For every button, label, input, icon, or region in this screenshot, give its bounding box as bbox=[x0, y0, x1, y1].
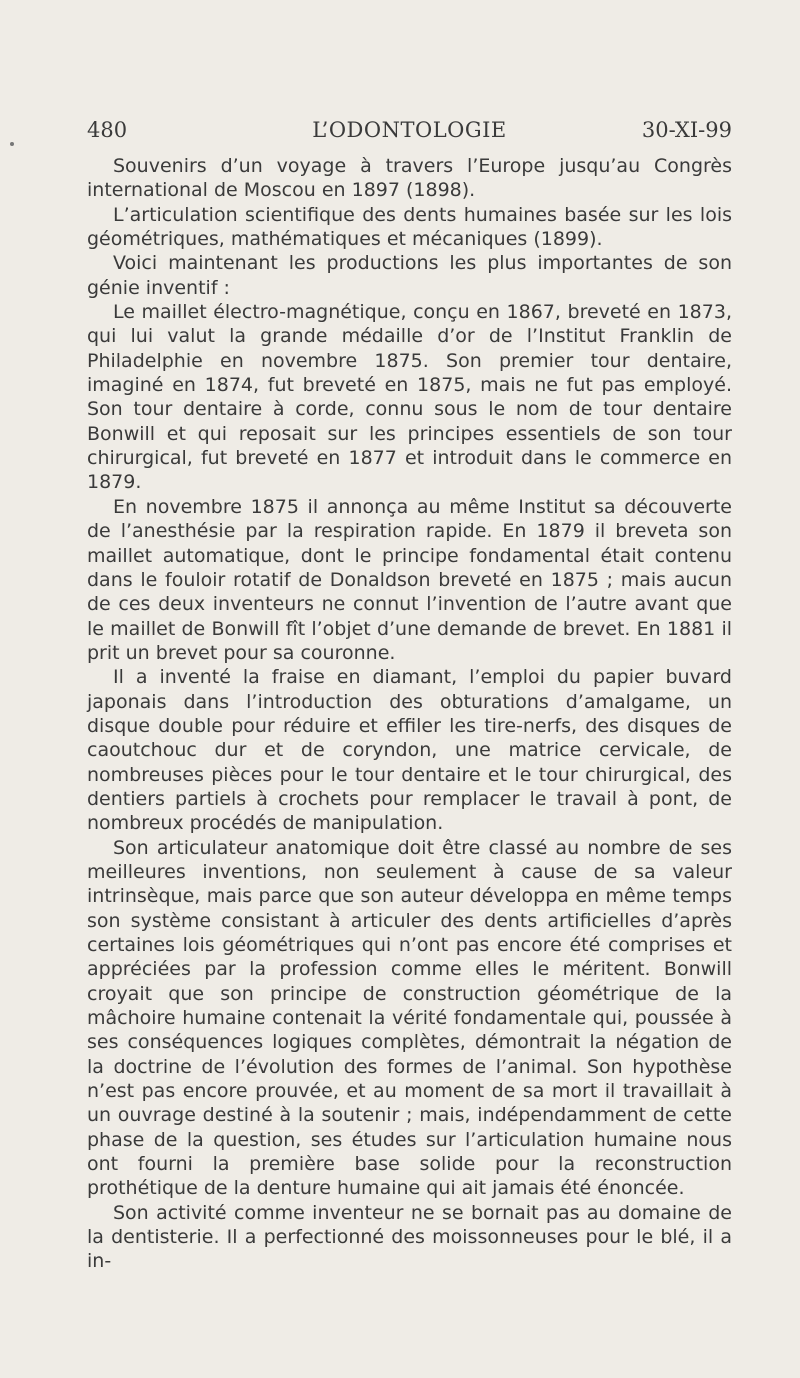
page-number: 480 bbox=[87, 118, 128, 142]
paragraph: Son activité comme inventeur ne se bornait pas au domaine de la dentisterie. Il a perfectionné des moissonneuses pour le blé, il a in- bbox=[87, 1201, 732, 1273]
paragraph: En novembre 1875 il annonça au même Institut sa découverte de l’anesthésie par la respiration rapide. En 1879 il breveta son maillet automatique, dont le principe fondamental était contenu dans le fouloir rotatif de Donaldson breveté en 1875 ; mais aucun de ces deux inventeurs ne connut l’invention de l’autre avant que le maillet de Bonwill fît l’objet d’une demande de brevet. En 1881 il prit un brevet pour sa couronne. bbox=[87, 495, 732, 664]
paragraph: L’articulation scientifique des dents humaines basée sur les lois géométriques, mathématiques et mécaniques (1899). bbox=[87, 203, 732, 251]
margin-mark bbox=[10, 142, 14, 146]
paragraph: Souvenirs d’un voyage à travers l’Europe jusqu’au Congrès international de Moscou en 1897 (1898). bbox=[87, 155, 732, 202]
running-header bbox=[87, 118, 732, 146]
paragraph: Il a inventé la fraise en diamant, l’emploi du papier buvard japonais dans l’introduction des obturations d’amalgame, un disque double pour réduire et effiler les tire-nerfs, des disques de caoutchouc dur et de coryndon, une matrice cervicale, de nombreuses pièces pour le tour dentaire et le tour chirurgical, des dentiers partiels à crochets pour remplacer le travail à pont, de nombreux procédés de manipulation. bbox=[87, 666, 732, 835]
issue-date: 30-XI-99 bbox=[641, 118, 732, 142]
paragraph: Voici maintenant les productions les plus importantes de son génie inventif : bbox=[87, 252, 732, 299]
paragraph: Son articulateur anatomique doit être classé au nombre de ses meilleures inventions, non seulement à cause de sa valeur intrinsèque, mais parce que son auteur développa en même temps son système consistant à articuler des dents artificielles d’après certaines lois géométriques qui n’ont pas encore été comprises et appréciées par la profession comme elles le méritent. Bonwill croyait que son principe de construction géométrique de la mâchoire humaine contenait la vérité fondamentale qui, poussée à ses conséquences logiques complètes, démontrait la négation de la doctrine de l’évolution des formes de l’animal. Son hypothèse n’est pas encore prouvée, et au moment de sa mort il travaillait à un ouvrage destiné à la soutenir ; mais, indépendamment de cette phase de la question, ses études sur l’articulation humaine nous ont fourni la première base solide pour la reconstruction prothétique de la denture humaine qui ait jamais été énoncée. bbox=[87, 836, 732, 1200]
journal-title: L’ODONTOLOGIE bbox=[312, 118, 507, 142]
paragraph: Le maillet électro-magnétique, conçu en 1867, breveté en 1873, qui lui valut la grande médaille d’or de l’Institut Franklin de Philadelphie en novembre 1875. Son premier tour dentaire, imaginé en 1874, fut breveté en 1875, mais ne fut pas employé. Son tour dentaire à corde, connu sous le nom de tour dentaire Bonwill et qui reposait sur les principes essentiels de son tour chirurgical, fut breveté en 1877 et introduit dans le commerce en 1879. bbox=[87, 301, 732, 494]
body-text bbox=[87, 154, 732, 1274]
